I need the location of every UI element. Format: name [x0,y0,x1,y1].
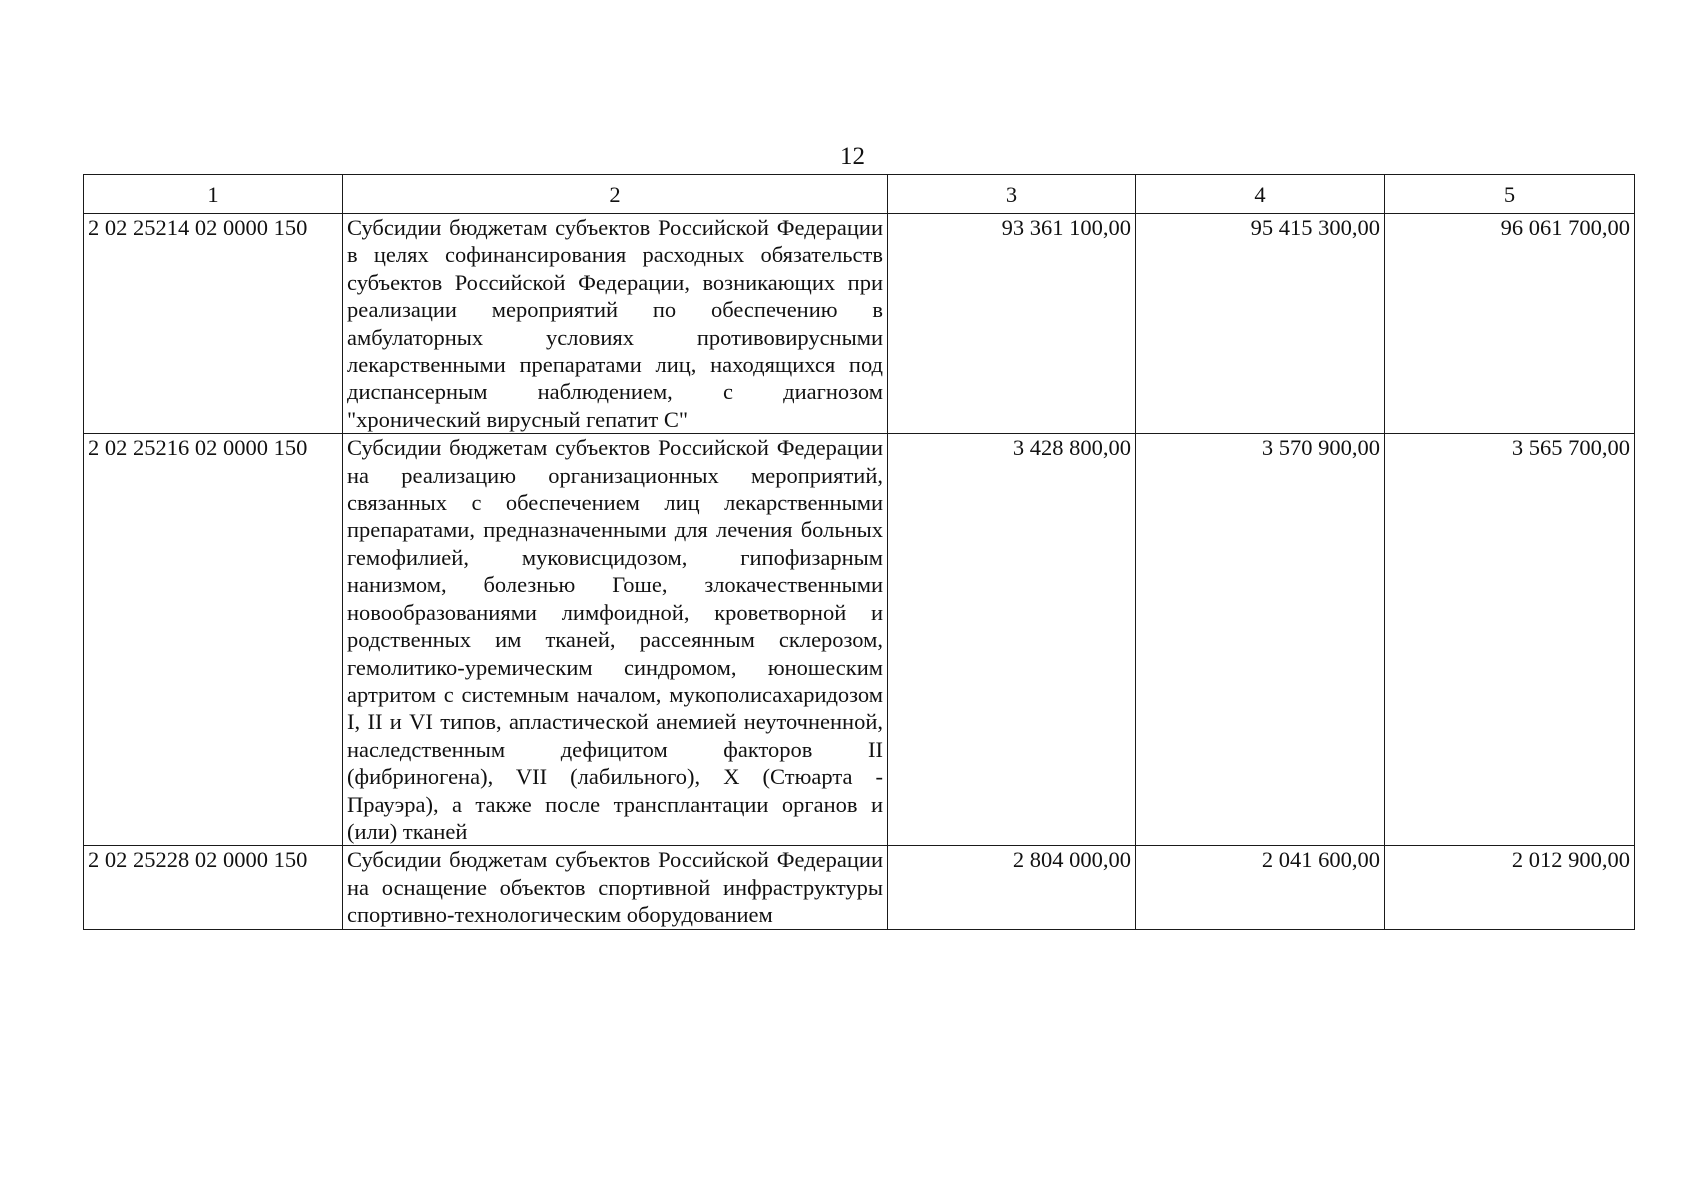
amount-col4-cell: 95 415 300,00 [1136,214,1385,434]
budget-code-cell: 2 02 25228 02 0000 150 [84,846,343,929]
description-cell: Субсидии бюджетам субъектов Российской Федерации в целях софинансирования расходных обязательств субъектов Российской Федерации, возникающих при реализации мероприятий по обеспечению в амбулаторных условиях противовирусными лекарственными препаратами лиц, находящихся под диспансерным наблюдением, с диагнозом "хронический вирусный гепатит С" [343,214,888,434]
budget-table [83,174,1635,930]
amount-col3-cell: 2 804 000,00 [888,846,1136,929]
column-header-2: 2 [343,175,888,214]
amount-col5-cell: 3 565 700,00 [1385,434,1635,846]
column-header-5: 5 [1385,175,1635,214]
amount-col4-cell: 2 041 600,00 [1136,846,1385,929]
amount-col3-cell: 3 428 800,00 [888,434,1136,846]
description-cell: Субсидии бюджетам субъектов Российской Федерации на реализацию организационных мероприятий, связанных с обеспечением лиц лекарственными препаратами, предназначенными для лечения больных гемофилией, муковисцидозом, гипофизарным нанизмом, болезнью Гоше, злокачественными новообразованиями лимфоидной, кроветворной и родственных им тканей, рассеянным склерозом, гемолитико-уремическим синдромом, юношеским артритом с системным началом, мукополисахаридозом I, II и VI типов, апластической анемией неуточненной, наследственным дефицитом факторов II (фибриногена), VII (лабильного), X (Стюарта - Прауэра), а также после трансплантации органов и (или) тканей [343,434,888,846]
amount-col5-cell: 96 061 700,00 [1385,214,1635,434]
budget-code-cell: 2 02 25214 02 0000 150 [84,214,343,434]
table-row [84,434,1635,846]
column-header-1: 1 [84,175,343,214]
amount-col4-cell: 3 570 900,00 [1136,434,1385,846]
table-row [84,214,1635,434]
amount-col3-cell: 93 361 100,00 [888,214,1136,434]
table-row [84,846,1635,929]
table-header-row [84,175,1635,214]
column-header-4: 4 [1136,175,1385,214]
description-cell: Субсидии бюджетам субъектов Российской Федерации на оснащение объектов спортивной инфраструктуры спортивно-технологическим оборудованием [343,846,888,929]
budget-code-cell: 2 02 25216 02 0000 150 [84,434,343,846]
amount-col5-cell: 2 012 900,00 [1385,846,1635,929]
column-header-3: 3 [888,175,1136,214]
page-number: 12 [840,143,865,170]
